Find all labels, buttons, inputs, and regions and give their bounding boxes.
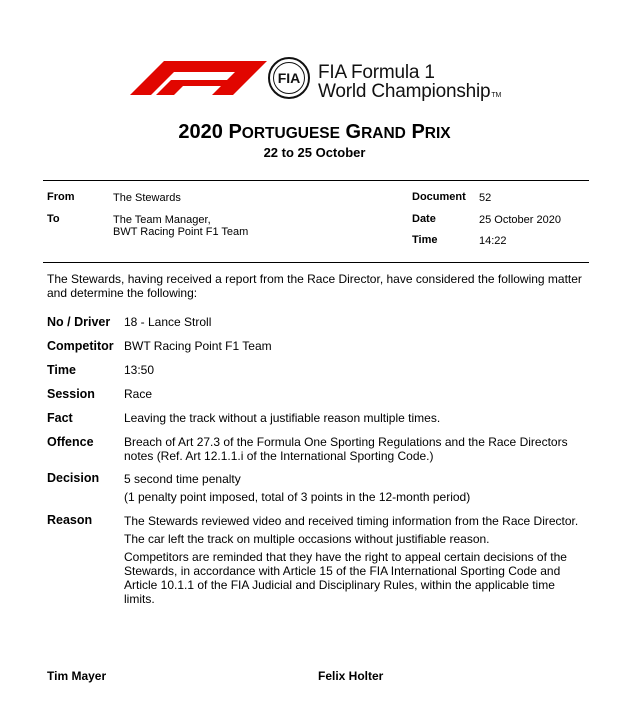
competitor-label: Competitor	[47, 339, 114, 353]
f1-flag-logo-icon	[130, 52, 320, 104]
from-label: From	[47, 191, 75, 203]
session-value: Race	[124, 387, 153, 401]
offence-label: Offence	[47, 435, 94, 449]
trademark-mark: TM	[491, 92, 502, 99]
brand-line-1: FIA Formula 1	[318, 62, 435, 83]
brand-wordmark	[318, 63, 501, 105]
document-label: Document	[412, 191, 466, 203]
header-top-rule	[43, 180, 589, 181]
incident-time-label: Time	[47, 363, 76, 377]
date-value: 25 October 2020	[479, 214, 561, 226]
reason-value: The Stewards reviewed video and received timing information from the Race Director. The car left the track on multiple occasions without justifiable reason. Competitors are reminded that they have the right to appeal certain decisions of the Stewards, in accordance with Article 15 of the FIA International Sporting Code and Article 10.1.1 of the FIA Judicial and Disciplinary Rules, within the applicable time limits.	[124, 514, 579, 606]
fia-emblem-text: FIA	[277, 70, 301, 86]
intro-paragraph: The Stewards, having received a report from the Race Director, have considered the following matter and determine the following:	[47, 272, 582, 300]
f1-logo	[130, 52, 530, 104]
time-label: Time	[412, 234, 438, 246]
steward-signature-right: Felix Holter	[318, 669, 384, 683]
document-title: 2020 PORTUGUESE GRAND PRIX	[178, 121, 451, 143]
from-value: The Stewards	[113, 192, 181, 204]
header-bottom-rule	[43, 262, 589, 263]
driver-label: No / Driver	[47, 315, 111, 329]
time-value: 14:22	[479, 235, 507, 247]
incident-time-value: 13:50	[124, 363, 155, 377]
to-label: To	[47, 213, 60, 225]
document-value: 52	[479, 192, 492, 204]
date-label: Date	[412, 213, 436, 225]
session-label: Session	[47, 387, 95, 401]
reason-label: Reason	[47, 513, 93, 527]
to-value: The Team Manager, BWT Racing Point F1 Team	[113, 214, 249, 238]
decision-label: Decision	[47, 471, 100, 485]
competitor-value: BWT Racing Point F1 Team	[124, 339, 272, 353]
fact-label: Fact	[47, 411, 73, 425]
offence-value: Breach of Art 27.3 of the Formula One Sporting Regulations and the Race Directors notes (Ref. Art 12.1.1.i of the International Sporting Code.)	[124, 435, 568, 463]
fact-value: Leaving the track without a justifiable reason multiple times.	[124, 411, 441, 425]
steward-signature-left: Tim Mayer	[47, 669, 107, 683]
driver-value: 18 - Lance Stroll	[124, 315, 212, 329]
brand-line-2: World ChampionshipTM	[318, 81, 502, 102]
event-dates: 22 to 25 October	[263, 145, 366, 160]
decision-value: 5 second time penalty (1 penalty point imposed, total of 3 points in the 12-month period)	[124, 472, 471, 504]
